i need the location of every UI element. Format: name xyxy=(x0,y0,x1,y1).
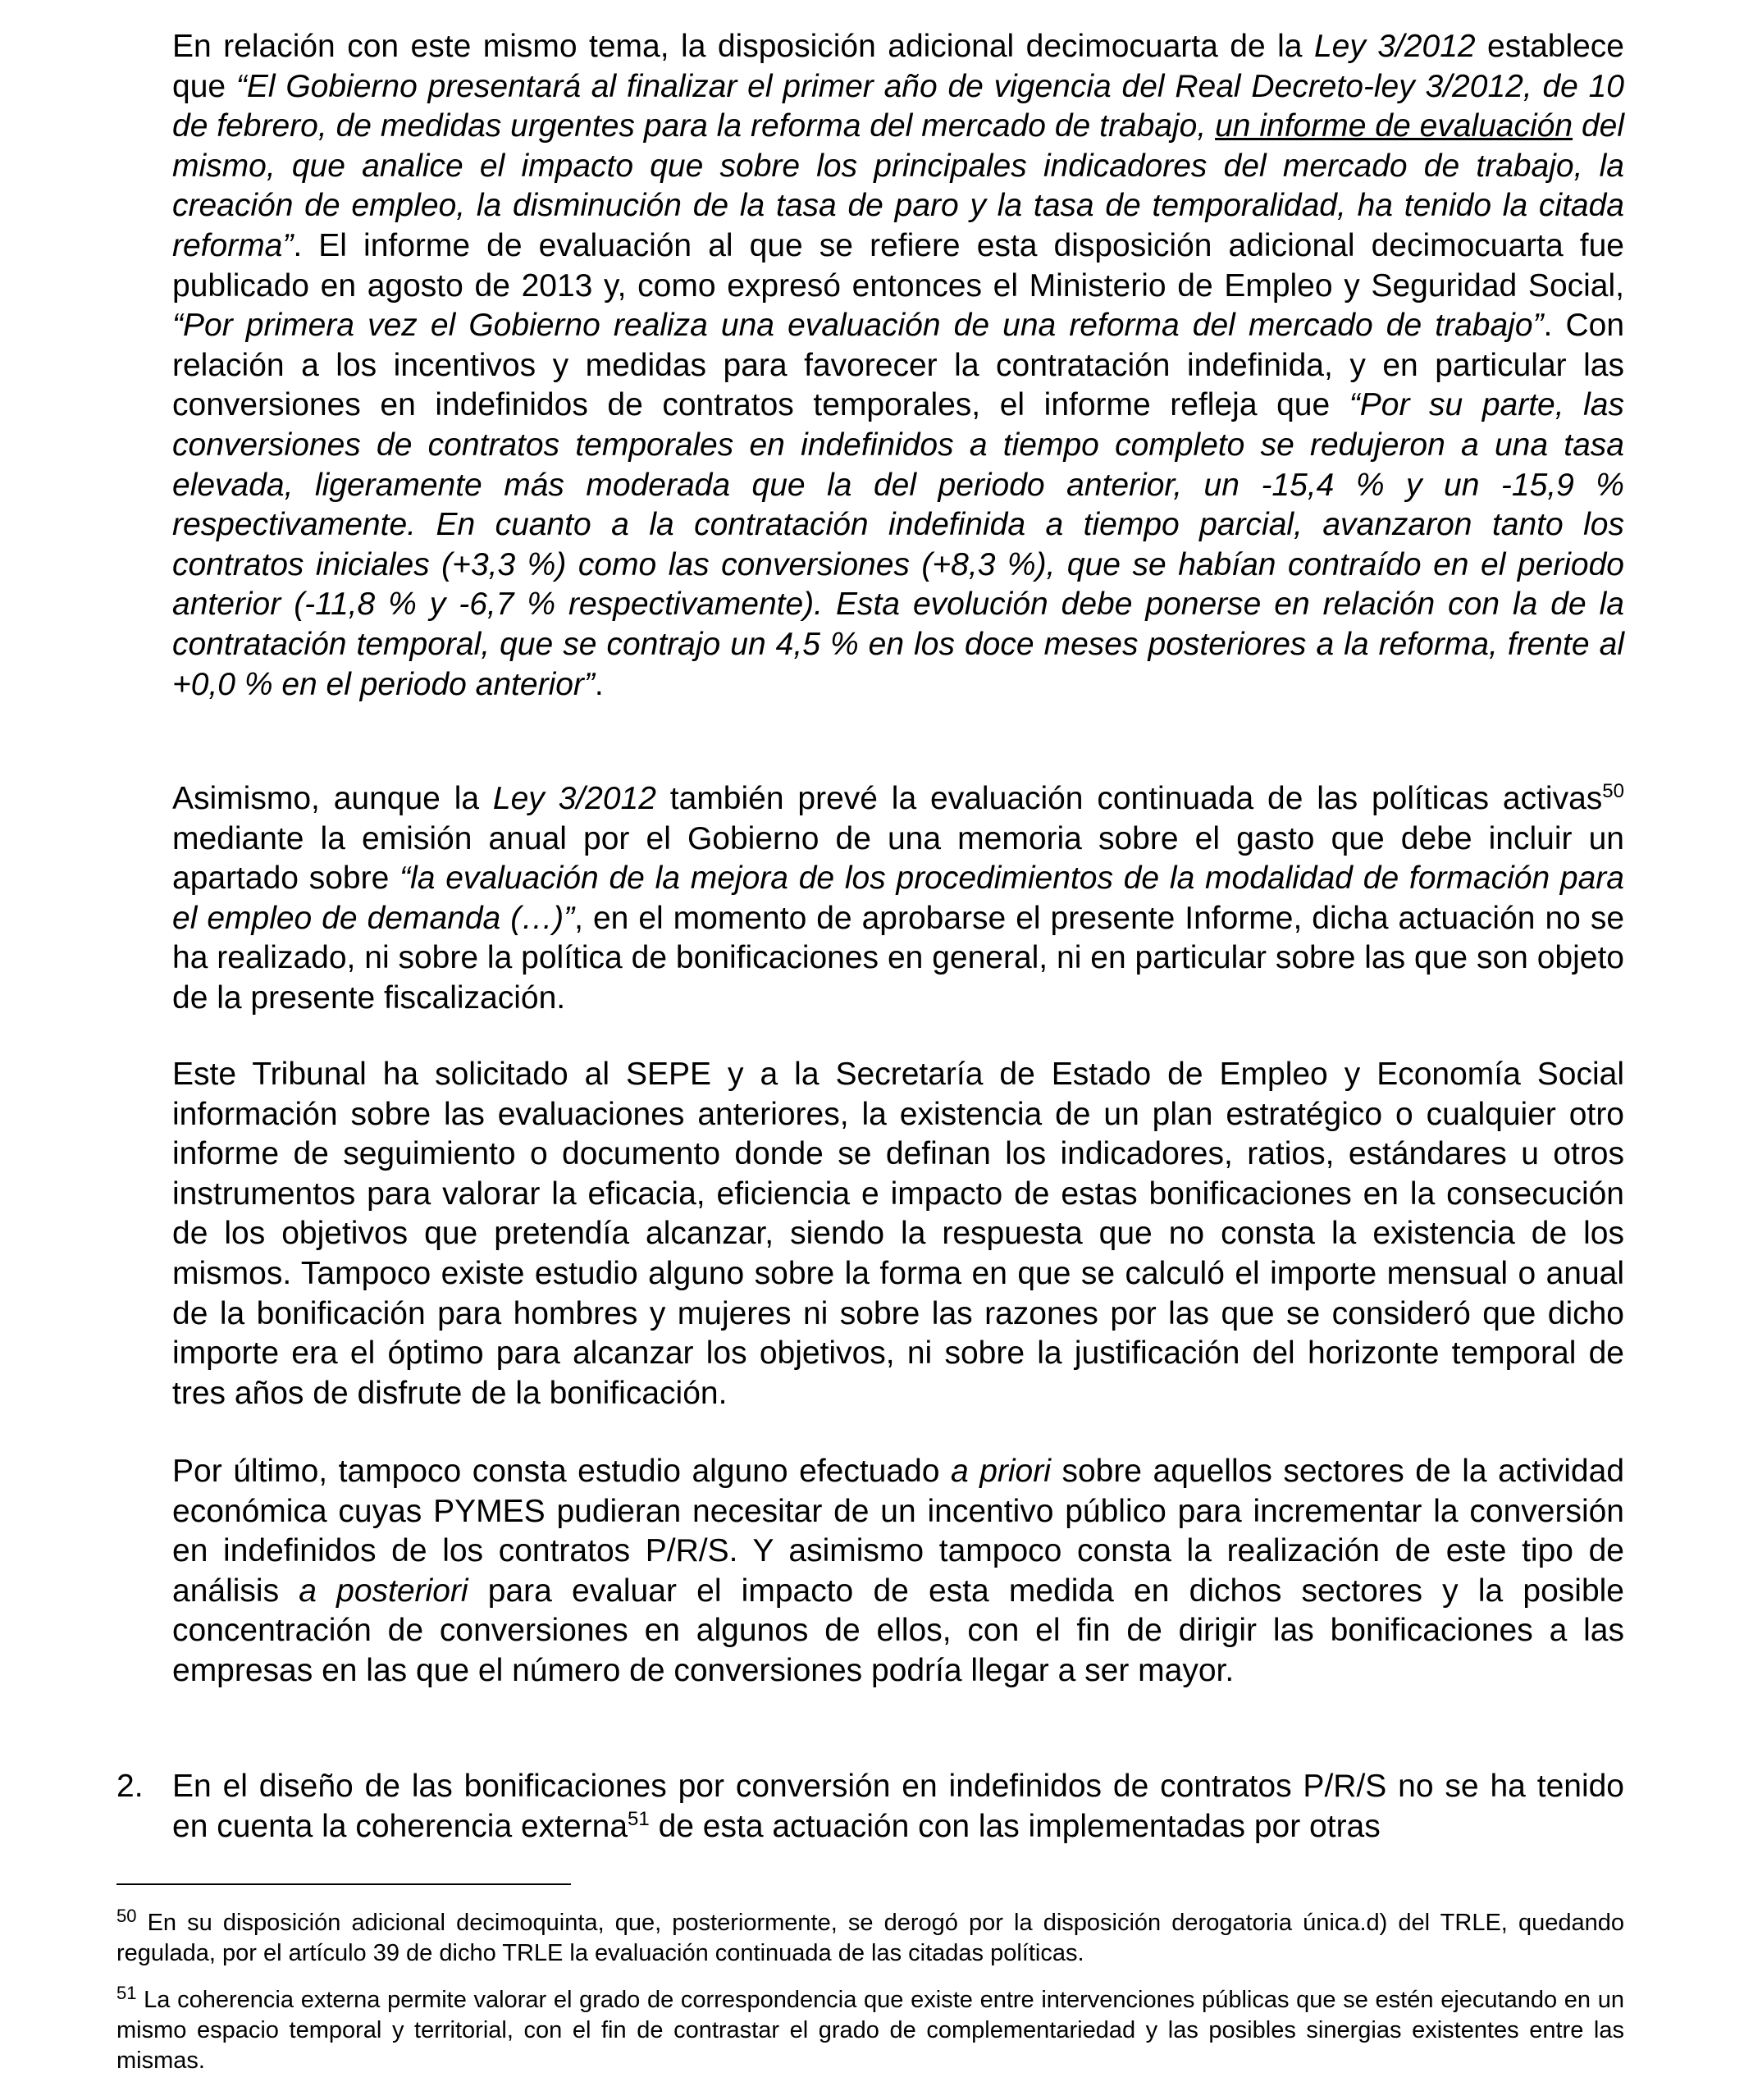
latin-term: a priori xyxy=(950,1454,1051,1489)
paragraph-tribunal-request: Este Tribunal ha solicitado al SEPE y a la Secretaría de Estado de Empleo y Economía Social información sobre las evaluaciones anteriores, la existencia de un plan estratégico o cualquier otro informe de seguimiento o documento donde se definan los indicadores, ratios, estándares u otros instrumentos para valorar la eficacia, eficiencia e impacto de estas bonificaciones en la consecución de los objetivos que pretendía alcanzar, siendo la respuesta que no consta la existencia de los mismos. Tampoco existe estudio alguno sobre la forma en que se calculó el importe mensual o anual de la bonificación para hombres y mujeres ni sobre las razones por las que se consideró que dicho importe era el óptimo para alcanzar los objetivos, ni sobre la justificación del horizonte temporal de tres años de disfrute de la bonificación. xyxy=(172,1057,1624,1411)
text-run: . Con relación a los incentivos y medidas para favorecer la contratación indefinida, y en particular las conversiones en indefinidos de contratos temporales, el informe refleja que xyxy=(172,308,1625,423)
quotation: “Por su parte, las conversiones de contratos temporales en indefinidos a tiempo completo se redujeron a una tasa elevada, ligeramente más moderada que la del periodo anterior, un -15,4 % y un -15,9 % respectivamente. En cuanto a la contratación indefinida a tiempo parcial, avanzaron tanto los contratos iniciales (+3,3 %) como las conversiones (+8,3 %), que se habían contraído en el periodo anterior (-11,8 % y -6,7 % respectivamente). Esta evolución debe ponerse en relación con la de la contratación temporal, que se contrajo un 4,5 % en los doce meses posteriores a la reforma, frente al +0,0 % en el periodo anterior” xyxy=(172,387,1624,702)
footnote-text: La coherencia externa permite valorar el grado de correspondencia que existe entre intervenciones públicas que se estén ejecutando en un mismo espacio temporal y territorial, con el fin de contrastar el grado de complementariedad y las posibles sinergias existentes entre las mismas. xyxy=(116,1987,1624,2074)
text-run: también prevé la evaluación continuada de las políticas activas xyxy=(655,781,1603,816)
text-run: . El informe de evaluación al que se refiere esta disposición adicional decimocuarta fue publicado en agosto de 2013 y, como expresó entonces el Ministerio de Empleo y Seguridad Social, xyxy=(172,227,1624,304)
text-run: establece que xyxy=(172,29,1624,104)
text-run: Por último, tampoco consta estudio alguno efectuado xyxy=(172,1454,951,1489)
footnote-ref-51[interactable]: 51 xyxy=(628,1807,650,1830)
footnote-number: 51 xyxy=(116,1983,137,2003)
quotation: “Por primera vez el Gobierno realiza una evaluación de una reforma del mercado de trabajo” xyxy=(172,308,1544,344)
list-item-text xyxy=(172,1767,1624,1847)
text-run: . xyxy=(594,666,604,702)
law-reference: Ley 3/2012 xyxy=(492,781,656,816)
text-run: para evaluar el impacto de esta medida en dichos sectores y la posible concentración de conversiones en algunos de ellos, con el fin de dirigir las bonificaciones a las empresas en las que el número de conversiones podría llegar a ser mayor. xyxy=(172,1573,1624,1688)
quotation: del mismo, que analice el impacto que sobre los principales indicadores del mercado de trabajo, la creación de empleo, la disminución de la tasa de paro y la tasa de temporalidad, ha tenido la citada reforma” xyxy=(172,108,1624,263)
footnote-50 xyxy=(116,1908,1624,1969)
text-run: de esta actuación con las implementadas por otras xyxy=(649,1808,1381,1844)
text-run: sobre aquellos sectores de la actividad económica cuyas PYMES pudieran necesitar de un incentivo público para incrementar la conversión en indefinidos de los contratos P/R/S. Y asimismo tampoco consta la realización de este tipo de análisis xyxy=(172,1454,1625,1609)
footnote-text: En su disposición adicional decimoquinta, que, posteriormente, se derogó por la disposición derogatoria única.d) del TRLE, quedando regulada, por el artículo 39 de dicho TRLE la evaluación continuada de las citadas políticas. xyxy=(116,1910,1624,1966)
paragraph-sector-study xyxy=(172,1452,1624,1691)
underlined-quotation: un informe de evaluación xyxy=(1215,108,1573,144)
paragraph-evaluation-report xyxy=(172,27,1624,705)
footnote-ref-50[interactable]: 50 xyxy=(1602,780,1624,802)
footnote-number: 50 xyxy=(116,1906,137,1926)
quotation: “la evaluación de la mejora de los procedimientos de la modalidad de formación para el empleo de demanda (…)” xyxy=(172,861,1624,936)
text-run: mediante la emisión anual por el Gobierno de una memoria sobre el gasto que debe incluir un apartado sobre xyxy=(172,820,1624,897)
footnote-51 xyxy=(116,1985,1624,2076)
text-run: En relación con este mismo tema, la disposición adicional decimocuarta de la xyxy=(172,29,1314,64)
text-run: En el diseño de las bonificaciones por conversión en indefinidos de contratos P/R/S no se ha tenido en cuenta la coherencia externa xyxy=(172,1769,1624,1844)
text-run: , en el momento de aprobarse el presente Informe, dicha actuación no se ha realizado, ni sobre la política de bonificaciones en general, ni en particular sobre las que son objeto de la presente fiscalización. xyxy=(172,900,1625,1016)
footnote-separator xyxy=(116,1883,571,1885)
text-run: Asimismo, aunque la xyxy=(172,781,493,816)
law-reference: Ley 3/2012 xyxy=(1313,29,1476,64)
quotation: “El Gobierno presentará al finalizar el primer año de vigencia del Real Decreto-ley 3/2012, de 10 de febrero, de medidas urgentes para la reforma del mercado de trabajo, xyxy=(172,68,1625,144)
list-number: 2. xyxy=(116,1769,144,1804)
paragraph-active-policies xyxy=(172,779,1624,1019)
latin-term: a posteriori xyxy=(299,1573,468,1609)
